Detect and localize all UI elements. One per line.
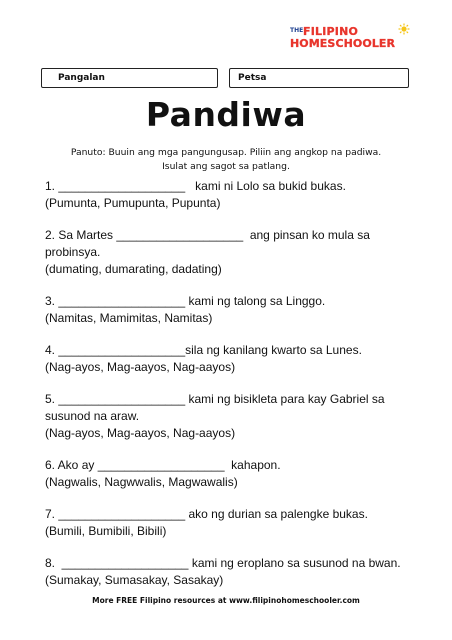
exercise-question: 8. ___________________ kami ng eroplano sa susunod na bwan. bbox=[45, 556, 401, 570]
exercise-item-5 bbox=[45, 391, 425, 442]
exercise-item-6 bbox=[45, 457, 425, 491]
exercise-item-7 bbox=[45, 506, 425, 540]
instructions-line-2: Isulat ang sagot sa patlang. bbox=[162, 161, 290, 172]
exercise-choices: (dumating, dumarating, dadating) bbox=[45, 262, 222, 276]
exercise-choices: (Nagwalis, Nagwwalis, Magwawalis) bbox=[45, 475, 238, 489]
exercise-question: 4. ___________________sila ng kanilang kwarto sa Lunes. bbox=[45, 343, 362, 357]
instructions bbox=[40, 146, 412, 174]
logo-the-text: THE bbox=[290, 27, 304, 34]
logo-line2-text: HOMESCHOOLER bbox=[290, 37, 396, 50]
exercise-question: 7. ___________________ ako ng durian sa palengke bukas. bbox=[45, 507, 368, 521]
name-field-label: Pangalan bbox=[58, 73, 105, 83]
exercise-choices: (Nag-ayos, Mag-aayos, Nag-aayos) bbox=[45, 360, 236, 374]
exercise-item-3 bbox=[45, 293, 425, 327]
exercise-question: 3. ___________________ kami ng talong sa Linggo. bbox=[45, 294, 326, 308]
date-field-label: Petsa bbox=[238, 73, 267, 83]
date-field[interactable] bbox=[229, 68, 409, 88]
name-field[interactable] bbox=[41, 68, 218, 88]
exercise-choices: (Nag-ayos, Mag-aayos, Nag-aayos) bbox=[45, 426, 236, 440]
exercise-question: 2. Sa Martes ___________________ ang pinsan ko mula sa probinsya. bbox=[45, 228, 374, 259]
page-title: Pandiwa bbox=[145, 95, 307, 134]
exercise-choices: (Bumili, Bumibili, Bibili) bbox=[45, 524, 167, 538]
exercise-item-4 bbox=[45, 342, 425, 376]
exercise-question: 6. Ako ay ___________________ kahapon. bbox=[45, 458, 281, 472]
exercise-list bbox=[45, 178, 425, 604]
logo-line1-text: FILIPINO bbox=[303, 25, 359, 38]
brand-logo bbox=[290, 25, 408, 51]
exercise-item-1 bbox=[45, 178, 425, 212]
exercise-item-8 bbox=[45, 555, 425, 589]
instructions-line-1: Panuto: Buuin ang mga pangungusap. Piliin ang angkop na padiwa. bbox=[70, 147, 382, 158]
footer-text: More FREE Filipino resources at www.filipinohomeschooler.com bbox=[92, 596, 360, 605]
exercise-choices: (Sumakay, Sumasakay, Sasakay) bbox=[45, 573, 224, 587]
exercise-question: 1. ___________________ kami ni Lolo sa bukid bukas. bbox=[45, 179, 346, 193]
exercise-choices: (Pumunta, Pumupunta, Pupunta) bbox=[45, 196, 221, 210]
exercise-item-2 bbox=[45, 227, 425, 278]
exercise-choices: (Namitas, Mamimitas, Namitas) bbox=[45, 311, 213, 325]
exercise-question: 5. ___________________ kami ng bisikleta para kay Gabriel sa susunod na araw. bbox=[45, 392, 388, 423]
sun-star-icon bbox=[398, 23, 410, 35]
